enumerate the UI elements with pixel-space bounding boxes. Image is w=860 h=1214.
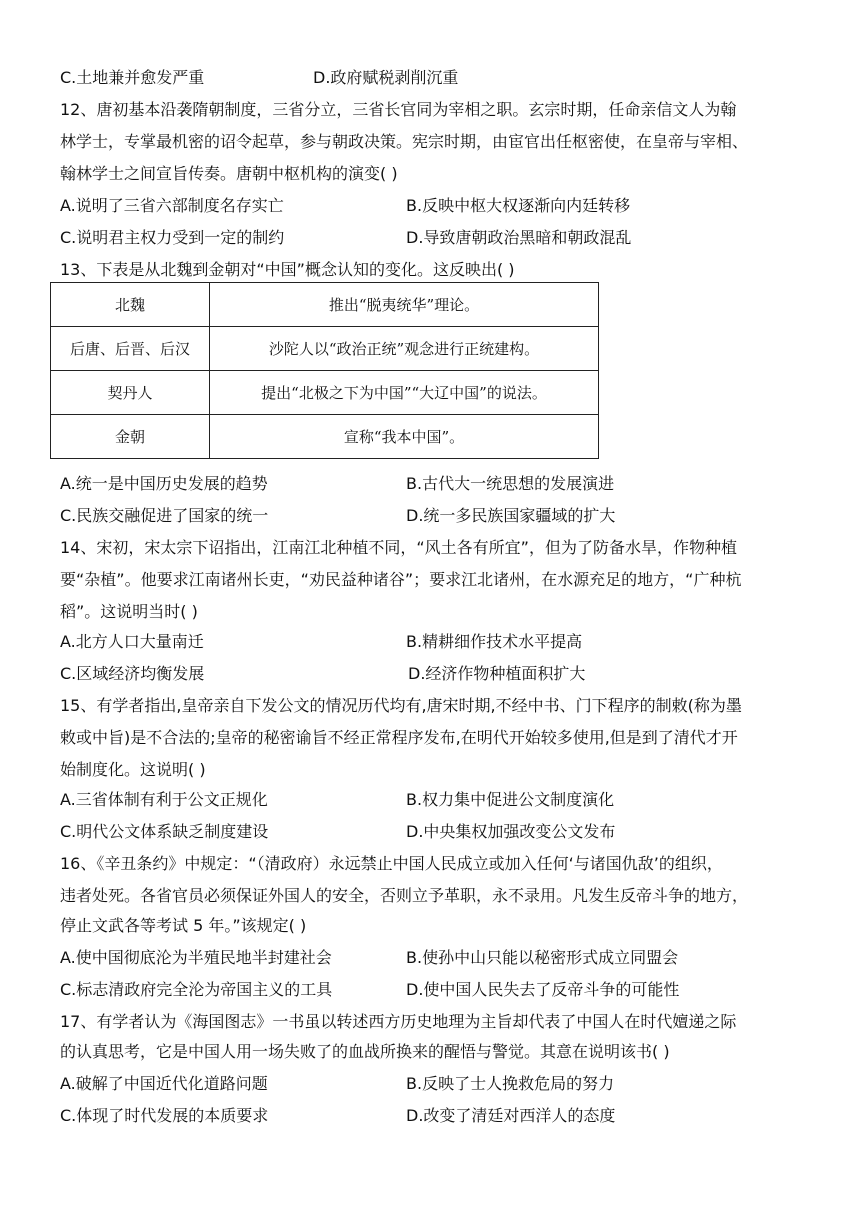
table-row bbox=[51, 415, 599, 459]
table-cell-era: 契丹人 bbox=[51, 371, 210, 415]
q12-option-b: B.反映中枢大权逐渐向内廷转移 bbox=[406, 196, 631, 215]
table-row bbox=[51, 283, 599, 327]
table-cell-era: 金朝 bbox=[51, 415, 210, 459]
table-cell-view: 沙陀人以“政治正统”观念进行正统建构。 bbox=[210, 327, 599, 371]
table-cell-view: 宣称“我本中国”。 bbox=[210, 415, 599, 459]
q16-option-b: B.使孙中山只能以秘密形式成立同盟会 bbox=[406, 948, 679, 967]
q13-option-c: C.民族交融促进了国家的统一 bbox=[60, 506, 269, 525]
table-row bbox=[51, 327, 599, 371]
q15-stem-line-1: 15、有学者指出,皇帝亲自下发公文的情况历代均有,唐宋时期,不经中书、门下程序的制敕(称为墨 bbox=[60, 696, 742, 715]
q12-option-c: C.说明君主权力受到一定的制约 bbox=[60, 228, 285, 247]
table-cell-era: 后唐、后晋、后汉 bbox=[51, 327, 210, 371]
q16-stem-line-3: 停止文武各等考试 5 年。”该规定( ) bbox=[60, 916, 307, 935]
q15-stem-line-3: 始制度化。这说明( ) bbox=[60, 760, 206, 779]
q14-stem-line-1: 14、宋初，宋太宗下诏指出，江南江北种植不同，“风土各有所宜”，但为了防备水旱，作物种植 bbox=[60, 538, 737, 557]
q15-option-a: A.三省体制有利于公文正规化 bbox=[60, 790, 268, 809]
q14-stem-line-3: 稻”。这说明当时( ) bbox=[60, 602, 198, 621]
q13-option-a: A.统一是中国历史发展的趋势 bbox=[60, 474, 268, 493]
table-cell-era: 北魏 bbox=[51, 283, 210, 327]
q17-option-a: A.破解了中国近代化道路问题 bbox=[60, 1074, 268, 1093]
q14-stem-line-2: 要“杂植”。他要求江南诸州长吏，“劝民益种诸谷”；要求江北诸州，在水源充足的地方，“广种杭 bbox=[60, 570, 742, 589]
q17-option-b: B.反映了士人挽救危局的努力 bbox=[406, 1074, 615, 1093]
q13-option-b: B.古代大一统思想的发展演进 bbox=[406, 474, 615, 493]
q14-option-b: B.精耕细作技术水平提高 bbox=[406, 632, 583, 651]
q14-option-c: C.区域经济均衡发展 bbox=[60, 664, 205, 683]
q16-stem-line-2: 违者处死。各省官员必须保证外国人的安全，否则立予革职，永不录用。凡发生反帝斗争的地方， bbox=[60, 886, 749, 905]
q11-option-c: C.土地兼并愈发严重 bbox=[60, 68, 205, 87]
q17-option-d: D.改变了清廷对西洋人的态度 bbox=[406, 1106, 616, 1125]
q16-option-c: C.标志清政府完全沦为帝国主义的工具 bbox=[60, 980, 333, 999]
q12-option-a: A.说明了三省六部制度名存实亡 bbox=[60, 196, 284, 215]
table-row bbox=[51, 371, 599, 415]
q17-stem-line-2: 的认真思考，它是中国人用一场失败了的血战所换来的醒悟与警觉。其意在说明该书( ) bbox=[60, 1042, 670, 1061]
q15-option-d: D.中央集权加强改变公文发布 bbox=[406, 822, 616, 841]
q16-option-a: A.使中国彻底沦为半殖民地半封建社会 bbox=[60, 948, 332, 967]
q15-stem-line-2: 敕或中旨)是不合法的;皇帝的秘密谕旨不经正常程序发布,在明代开始较多使用,但是到了清代才开 bbox=[60, 728, 738, 747]
table-cell-view: 推出“脱夷统华”理论。 bbox=[210, 283, 599, 327]
table-cell-view: 提出“北极之下为中国”“大辽中国”的说法。 bbox=[210, 371, 599, 415]
q14-option-a: A.北方人口大量南迁 bbox=[60, 632, 204, 651]
q17-option-c: C.体现了时代发展的本质要求 bbox=[60, 1106, 269, 1125]
q12-stem-line-1: 12、唐初基本沿袭隋朝制度，三省分立，三省长官同为宰相之职。玄宗时期，任命亲信文人为翰 bbox=[60, 100, 737, 119]
q16-option-d: D.使中国人民失去了反帝斗争的可能性 bbox=[406, 980, 680, 999]
q15-option-c: C.明代公文体系缺乏制度建设 bbox=[60, 822, 269, 841]
q13-stem: 13、下表是从北魏到金朝对“中国”概念认知的变化。这反映出( ) bbox=[60, 260, 515, 279]
q16-stem-line-1: 16、《辛丑条约》中规定：“（清政府）永远禁止中国人民成立或加入任何‘与诸国仇敌’的组织， bbox=[60, 854, 723, 873]
q12-stem-line-3: 翰林学士之间宣旨传奏。唐朝中枢机构的演变( ) bbox=[60, 164, 398, 183]
q17-stem-line-1: 17、有学者认为《海国图志》一书虽以转述西方历史地理为主旨却代表了中国人在时代嬗递之际 bbox=[60, 1012, 737, 1031]
q12-option-d: D.导致唐朝政治黑暗和朝政混乱 bbox=[406, 228, 632, 247]
q11-option-d: D.政府赋税剥削沉重 bbox=[313, 68, 459, 87]
q12-stem-line-2: 林学士，专掌最机密的诏令起草，参与朝政决策。宪宗时期，由宦官出任枢密使，在皇帝与宰相、 bbox=[60, 132, 749, 151]
q13-option-d: D.统一多民族国家疆域的扩大 bbox=[406, 506, 616, 525]
q15-option-b: B.权力集中促进公文制度演化 bbox=[406, 790, 615, 809]
q13-table bbox=[50, 282, 599, 459]
q14-option-d: D.经济作物种植面积扩大 bbox=[408, 664, 586, 683]
